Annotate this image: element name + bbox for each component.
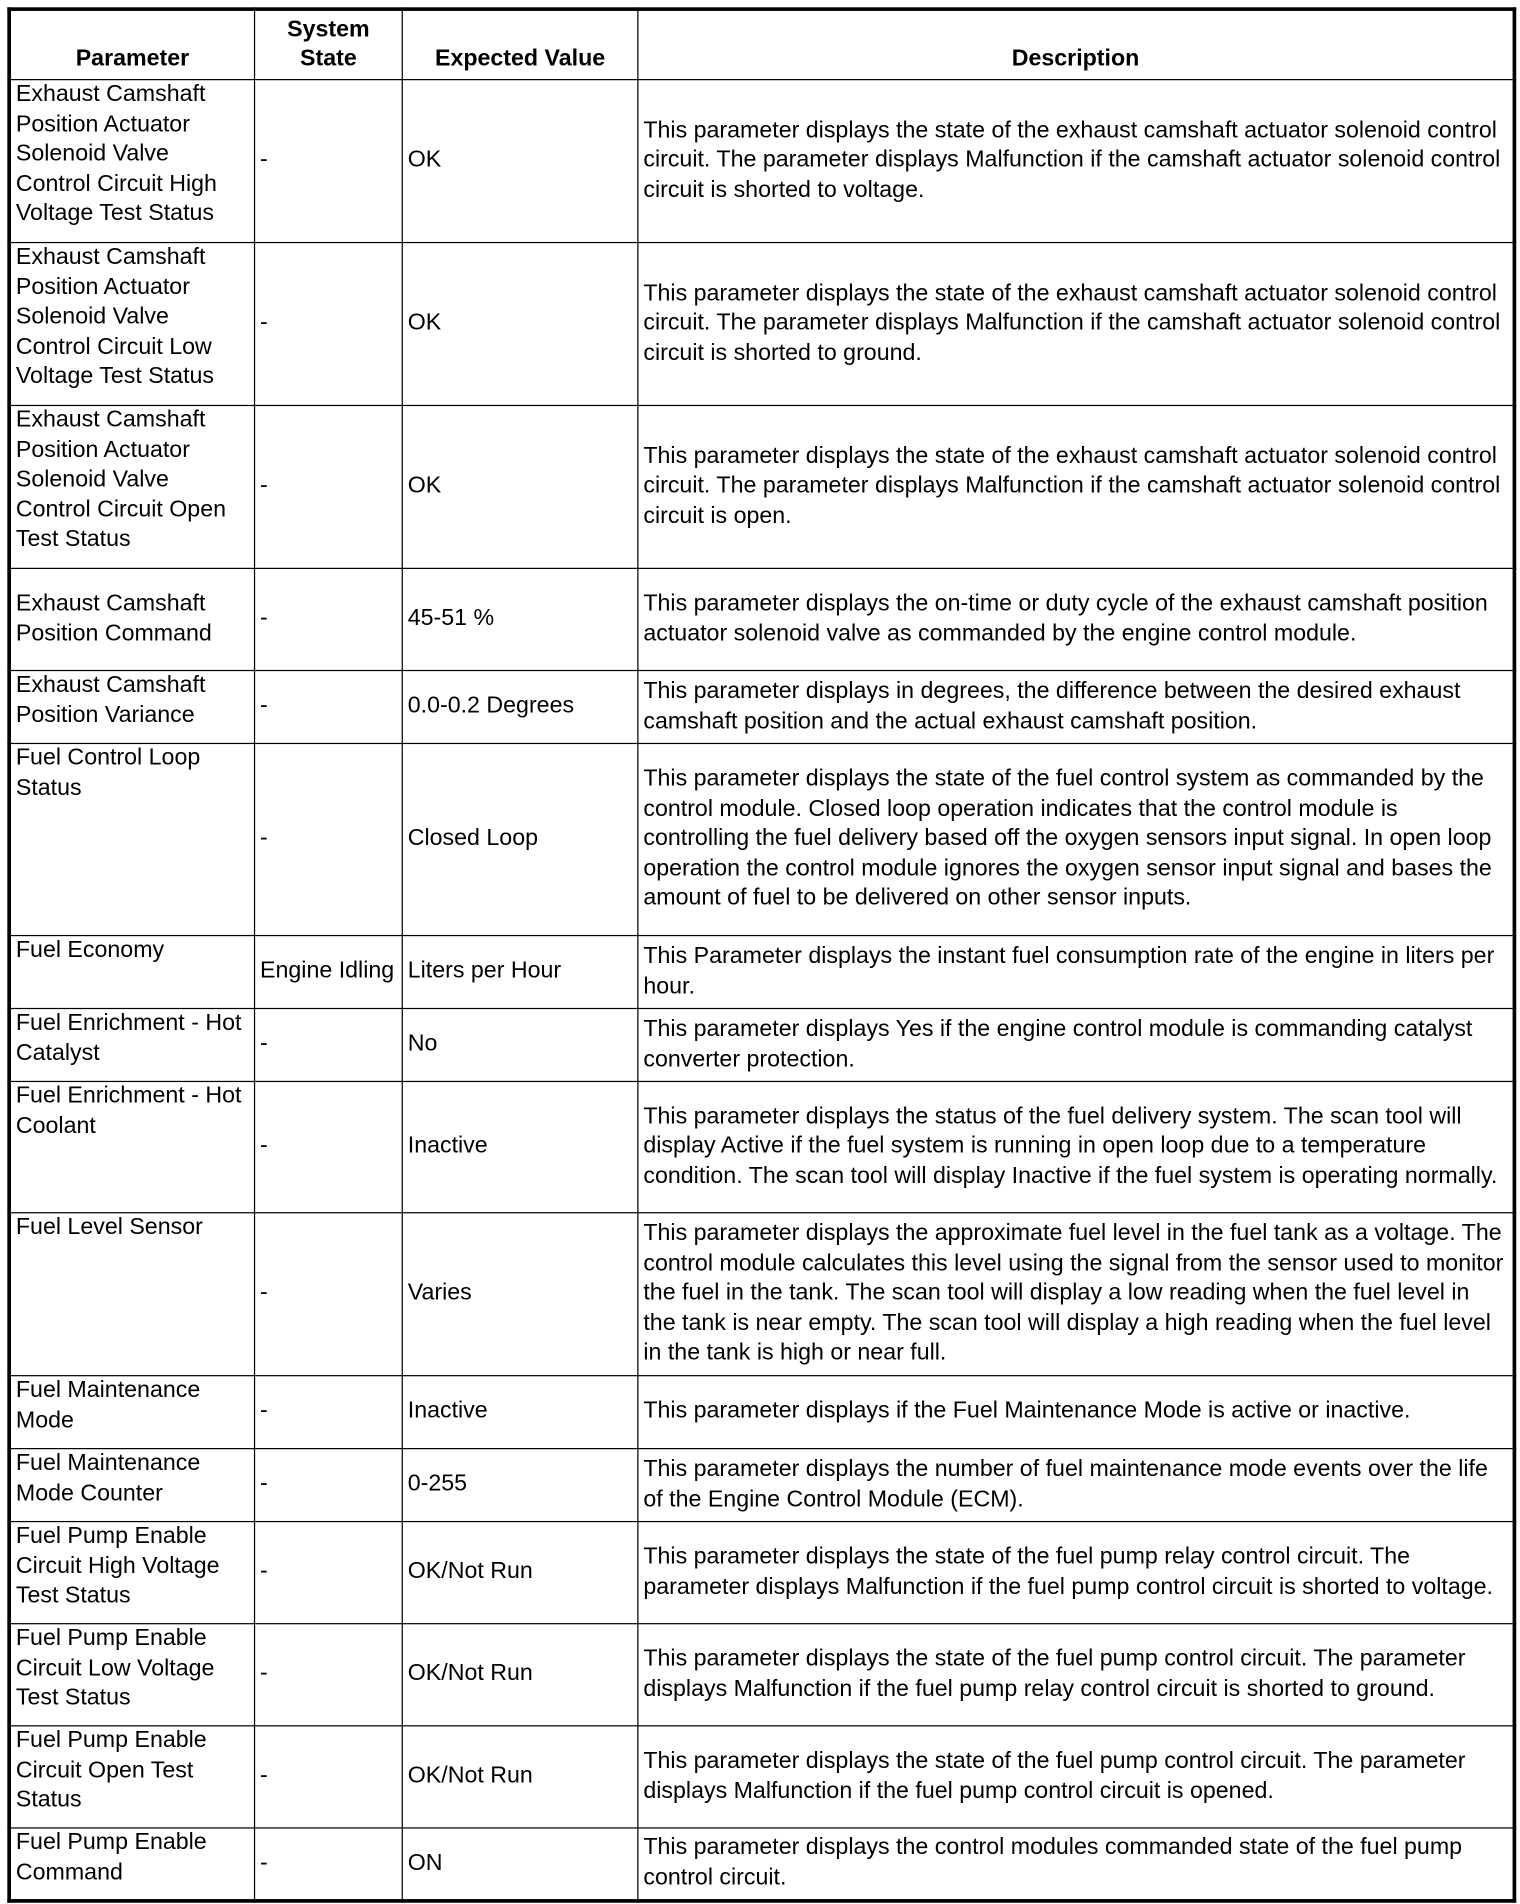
description-cell: This parameter displays the control modules commanded state of the fuel pump control circuit. (638, 1828, 1515, 1901)
parameter-cell: Exhaust Camshaft Position Variance (9, 671, 254, 744)
table-row (9, 1081, 1514, 1212)
parameter-cell: Fuel Maintenance Mode Counter (9, 1449, 254, 1522)
description-cell: This parameter displays the number of fuel maintenance mode events over the life of the Engine Control Module (ECM). (638, 1449, 1515, 1522)
table-row (9, 568, 1514, 670)
header-parameter: Parameter (9, 9, 254, 80)
description-cell: This parameter displays the state of the exhaust camshaft actuator solenoid control circuit. The parameter displays Malfunction if the camshaft actuator solenoid control circuit is shorted to ground. (638, 243, 1515, 406)
expected-value-cell: OK/Not Run (402, 1522, 638, 1624)
expected-value-cell: ON (402, 1828, 638, 1901)
expected-value-cell: 0-255 (402, 1449, 638, 1522)
parameter-cell: Fuel Pump Enable Circuit Low Voltage Test Status (9, 1624, 254, 1726)
table-row (9, 936, 1514, 1009)
table-row (9, 671, 1514, 744)
description-cell: This parameter displays Yes if the engine control module is commanding catalyst converter protection. (638, 1009, 1515, 1082)
system-state-cell: - (255, 1376, 403, 1449)
system-state-cell: - (255, 1449, 403, 1522)
header-row (9, 9, 1514, 80)
system-state-cell: - (255, 80, 403, 243)
table-row (9, 1828, 1514, 1901)
expected-value-cell: 0.0-0.2 Degrees (402, 671, 638, 744)
header-description: Description (638, 9, 1515, 80)
system-state-cell: - (255, 1522, 403, 1624)
expected-value-cell: Inactive (402, 1376, 638, 1449)
header-system-state: System State (255, 9, 403, 80)
expected-value-cell: No (402, 1009, 638, 1082)
parameter-cell: Fuel Pump Enable Circuit High Voltage Test Status (9, 1522, 254, 1624)
expected-value-cell: Varies (402, 1213, 638, 1376)
parameter-table (7, 7, 1516, 1902)
parameter-cell: Fuel Enrichment - Hot Catalyst (9, 1009, 254, 1082)
description-cell: This parameter displays the state of the fuel pump relay control circuit. The parameter displays Malfunction if the fuel pump control circuit is shorted to voltage. (638, 1522, 1515, 1624)
parameter-cell: Fuel Pump Enable Circuit Open Test Status (9, 1726, 254, 1828)
description-cell: This parameter displays if the Fuel Maintenance Mode is active or inactive. (638, 1376, 1515, 1449)
description-cell: This parameter displays the state of the exhaust camshaft actuator solenoid control circuit. The parameter displays Malfunction if the camshaft actuator solenoid control circuit is shorted to voltage. (638, 80, 1515, 243)
expected-value-cell: Inactive (402, 1081, 638, 1212)
system-state-cell: - (255, 243, 403, 406)
table-row (9, 243, 1514, 406)
system-state-cell: - (255, 1828, 403, 1901)
description-cell: This parameter displays the on-time or duty cycle of the exhaust camshaft position actuator solenoid valve as commanded by the engine control module. (638, 568, 1515, 670)
parameter-cell: Fuel Level Sensor (9, 1213, 254, 1376)
table-row (9, 1522, 1514, 1624)
system-state-cell: - (255, 1624, 403, 1726)
system-state-cell: - (255, 743, 403, 935)
system-state-cell: - (255, 1009, 403, 1082)
parameter-cell: Fuel Control Loop Status (9, 743, 254, 935)
system-state-cell: - (255, 405, 403, 568)
description-cell: This parameter displays the status of the fuel delivery system. The scan tool will display Active if the fuel system is running in open loop due to a temperature condition. The scan tool will display Inactive if the fuel system is operating normally. (638, 1081, 1515, 1212)
parameter-cell: Exhaust Camshaft Position Actuator Solenoid Valve Control Circuit Low Voltage Test Status (9, 243, 254, 406)
table-row (9, 1009, 1514, 1082)
description-cell: This parameter displays the state of the fuel pump control circuit. The parameter displays Malfunction if the fuel pump relay control circuit is shorted to ground. (638, 1624, 1515, 1726)
parameter-cell: Exhaust Camshaft Position Actuator Solenoid Valve Control Circuit High Voltage Test Status (9, 80, 254, 243)
expected-value-cell: OK (402, 243, 638, 406)
description-cell: This parameter displays the state of the fuel pump control circuit. The parameter displays Malfunction if the fuel pump control circuit is opened. (638, 1726, 1515, 1828)
description-cell: This Parameter displays the instant fuel consumption rate of the engine in liters per hour. (638, 936, 1515, 1009)
parameter-cell: Fuel Economy (9, 936, 254, 1009)
expected-value-cell: 45-51 % (402, 568, 638, 670)
expected-value-cell: Liters per Hour (402, 936, 638, 1009)
parameter-cell: Fuel Maintenance Mode (9, 1376, 254, 1449)
system-state-cell: Engine Idling (255, 936, 403, 1009)
expected-value-cell: OK/Not Run (402, 1624, 638, 1726)
expected-value-cell: OK (402, 80, 638, 243)
expected-value-cell: OK (402, 405, 638, 568)
header-expected-value: Expected Value (402, 9, 638, 80)
system-state-cell: - (255, 1213, 403, 1376)
table-row (9, 80, 1514, 243)
parameter-cell: Fuel Enrichment - Hot Coolant (9, 1081, 254, 1212)
system-state-cell: - (255, 568, 403, 670)
table-row (9, 1213, 1514, 1376)
parameter-cell: Exhaust Camshaft Position Command (9, 568, 254, 670)
table-row (9, 405, 1514, 568)
table-row (9, 1449, 1514, 1522)
system-state-cell: - (255, 1726, 403, 1828)
table-row (9, 1624, 1514, 1726)
expected-value-cell: OK/Not Run (402, 1726, 638, 1828)
table-row (9, 743, 1514, 935)
system-state-cell: - (255, 1081, 403, 1212)
description-cell: This parameter displays the approximate fuel level in the fuel tank as a voltage. The control module calculates this level using the signal from the sensor used to monitor the fuel in the tank. The scan tool will display a low reading when the fuel level in the tank is near empty. The scan tool will display a high reading when the fuel level in the tank is high or near full. (638, 1213, 1515, 1376)
table-row (9, 1726, 1514, 1828)
system-state-cell: - (255, 671, 403, 744)
table-row (9, 1376, 1514, 1449)
parameter-cell: Fuel Pump Enable Command (9, 1828, 254, 1901)
description-cell: This parameter displays the state of the exhaust camshaft actuator solenoid control circuit. The parameter displays Malfunction if the camshaft actuator solenoid control circuit is open. (638, 405, 1515, 568)
description-cell: This parameter displays in degrees, the difference between the desired exhaust camshaft position and the actual exhaust camshaft position. (638, 671, 1515, 744)
description-cell: This parameter displays the state of the fuel control system as commanded by the control module. Closed loop operation indicates that the control module is controlling the fuel delivery based off the oxygen sensors input signal. In open loop operation the control module ignores the oxygen sensor input signal and bases the amount of fuel to be delivered on other sensor inputs. (638, 743, 1515, 935)
expected-value-cell: Closed Loop (402, 743, 638, 935)
parameter-cell: Exhaust Camshaft Position Actuator Solenoid Valve Control Circuit Open Test Status (9, 405, 254, 568)
